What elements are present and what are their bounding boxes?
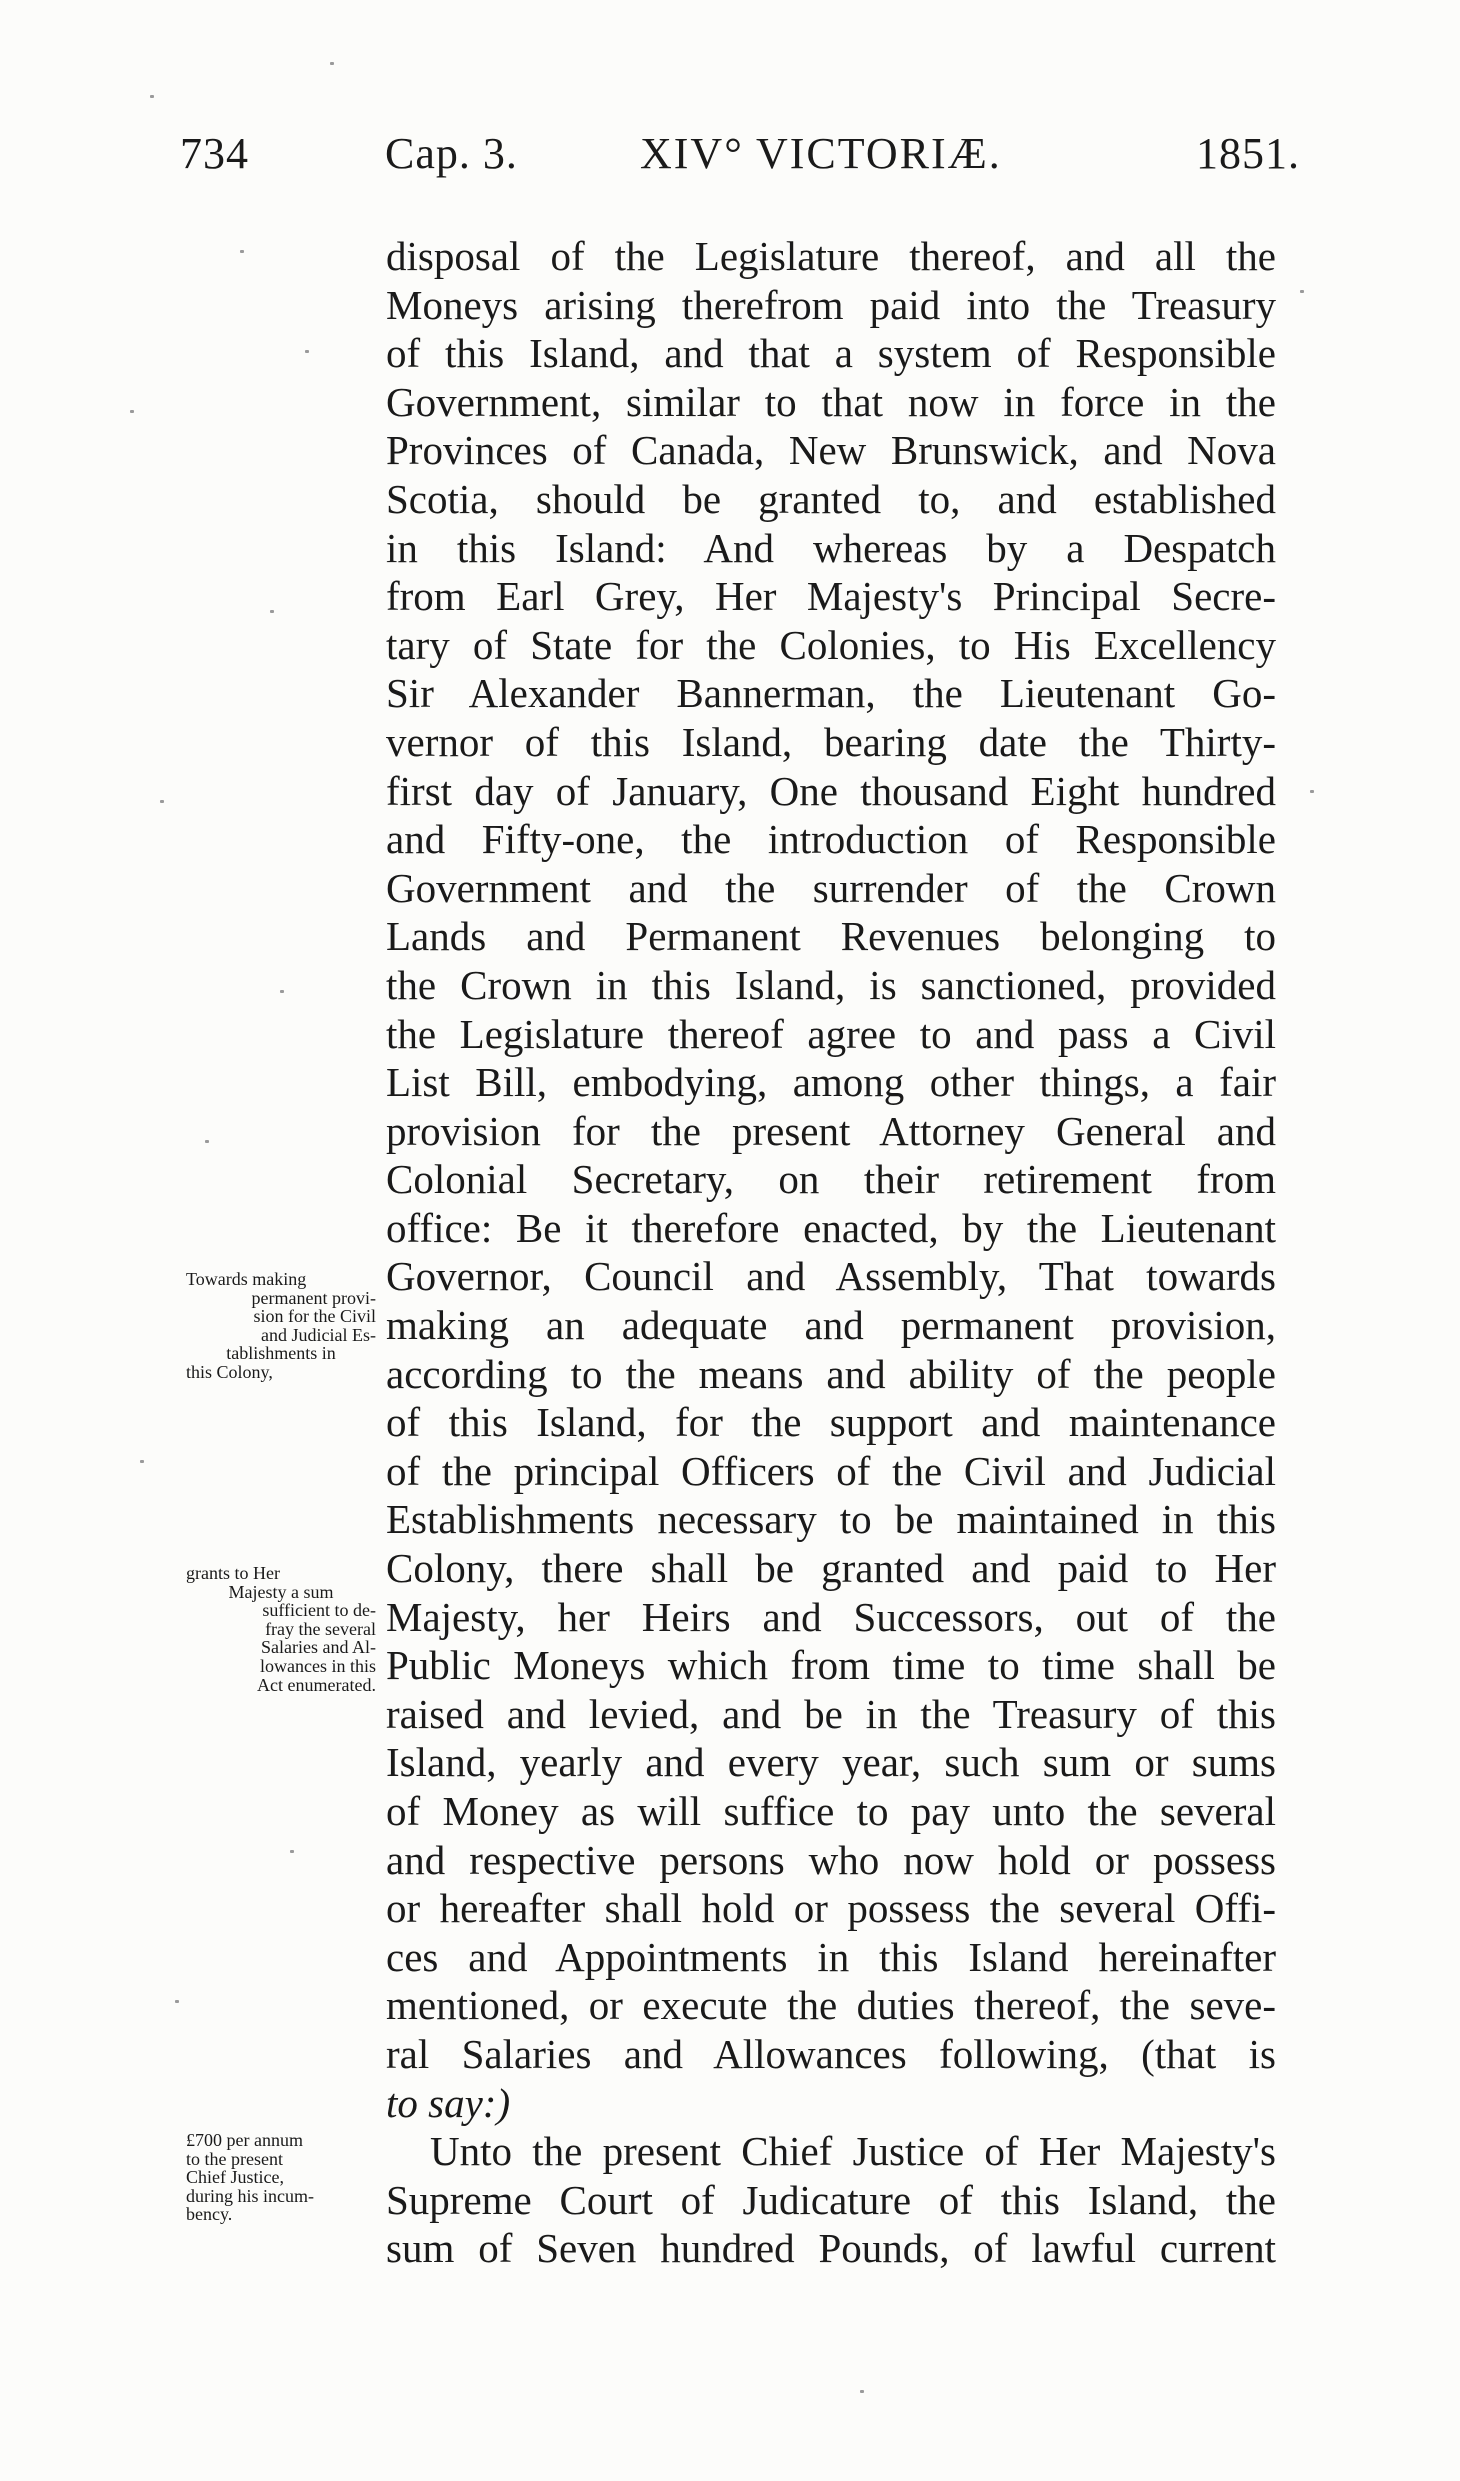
statute-body-text <box>386 232 1276 2273</box>
body-line: sum of Seven hundred Pounds, of lawful current <box>386 2225 1276 2272</box>
body-line: office: Be it therefore enacted, by the Lieutenant <box>386 1204 1276 1251</box>
body-line: Government and the surrender of the Crown <box>386 864 1276 911</box>
marginal-note-line: lowances in this <box>260 1655 376 1676</box>
body-line: of this Island, and that a system of Responsible <box>386 330 1276 377</box>
marginal-note-civil-establishments <box>186 1270 376 1382</box>
body-line: Island, yearly and every year, such sum or sums <box>386 1739 1276 1786</box>
marginal-note-line: bency. <box>186 2204 233 2225</box>
body-line: mentioned, or execute the duties thereof, the seve- <box>386 1982 1276 2029</box>
body-line: according to the means and ability of the people <box>386 1350 1276 1397</box>
body-line: Colony, there shall be granted and paid to Her <box>386 1545 1276 1592</box>
scan-speck <box>240 250 244 253</box>
body-line: Sir Alexander Bannerman, the Lieutenant Go- <box>386 670 1276 717</box>
marginal-note-line: Act enumerated. <box>257 1674 376 1695</box>
page-number: 734 <box>180 129 249 178</box>
marginal-note-line: grants to Her <box>186 1563 280 1583</box>
marginal-note-line: Majesty a sum <box>228 1581 334 1602</box>
scan-speck <box>860 2390 864 2393</box>
body-line: List Bill, embodying, among other things, a fair <box>386 1059 1276 1106</box>
body-line: Unto the present Chief Justice of Her Majesty's <box>430 2128 1276 2175</box>
marginal-note-line: fray the several <box>265 1618 376 1639</box>
marginal-note-grants-to-her-majesty <box>186 1564 376 1694</box>
body-line: Public Moneys which from time to time shall be <box>386 1642 1276 1689</box>
body-line: of Money as will suffice to pay unto the several <box>386 1788 1276 1834</box>
body-line: vernor of this Island, bearing date the Thirty- <box>386 718 1276 765</box>
body-line: Establishments necessary to be maintained in this <box>386 1496 1276 1543</box>
body-line: in this Island: And whereas by a Despatch <box>386 524 1276 571</box>
body-line: of this Island, for the support and maintenance <box>386 1399 1276 1446</box>
body-line: Colonial Secretary, on their retirement from <box>386 1156 1276 1203</box>
body-line: of the principal Officers of the Civil and Judicial <box>386 1447 1276 1494</box>
marginal-note-line: this Colony, <box>186 1361 273 1382</box>
statute-title: XIV° VICTORIÆ. <box>640 129 1002 178</box>
scan-speck <box>175 2000 179 2003</box>
body-line: Lands and Permanent Revenues belonging to <box>386 913 1276 960</box>
scan-speck <box>330 62 334 65</box>
marginal-note-line: Salaries and Al- <box>261 1637 376 1658</box>
body-line: disposal of the Legislature thereof, and all the <box>386 233 1276 279</box>
marginal-note-line: during his incum- <box>186 2185 314 2206</box>
marginal-note-line: and Judicial Es- <box>261 1324 376 1345</box>
marginal-note-line: Chief Justice, <box>186 2167 284 2188</box>
body-line: the Crown in this Island, is sanctioned, provided <box>386 961 1276 1008</box>
body-line: Scotia, should be granted to, and established <box>386 475 1276 522</box>
body-line: making an adequate and permanent provision, <box>386 1302 1276 1349</box>
body-line: Governor, Council and Assembly, That towards <box>386 1253 1276 1300</box>
body-line: the Legislature thereof agree to and pass a Civil <box>386 1010 1276 1057</box>
marginal-note-line: £700 per annum <box>186 2130 303 2150</box>
scan-speck <box>270 610 274 613</box>
body-line: and Fifty-one, the introduction of Responsible <box>386 816 1276 863</box>
body-line: from Earl Grey, Her Majesty's Principal Secre- <box>386 573 1276 620</box>
marginal-note-chief-justice <box>186 2131 376 2224</box>
marginal-note-line: to the present <box>186 2148 283 2169</box>
chapter-label: Cap. 3. <box>385 129 518 178</box>
body-line: to say:) <box>386 2079 511 2126</box>
body-line: ces and Appointments in this Island hereinafter <box>386 1933 1276 1980</box>
marginal-note-line: tablishments in <box>226 1343 336 1364</box>
body-line: and respective persons who now hold or possess <box>386 1836 1276 1883</box>
body-line: or hereafter shall hold or possess the several Offi- <box>386 1885 1276 1932</box>
body-line: Supreme Court of Judicature of this Island, the <box>386 2176 1276 2223</box>
marginal-note-line: Towards making <box>186 1269 307 1289</box>
scan-speck <box>1300 290 1304 293</box>
scan-speck <box>160 800 164 803</box>
year-label: 1851. <box>1196 129 1300 178</box>
scan-speck <box>140 1460 144 1463</box>
scan-speck <box>305 350 309 353</box>
body-line: ral Salaries and Allowances following, (that is <box>386 2030 1276 2077</box>
body-line: Provinces of Canada, New Brunswick, and Nova <box>386 427 1276 474</box>
scan-speck <box>150 95 154 98</box>
body-line: Majesty, her Heirs and Successors, out of the <box>386 1593 1276 1640</box>
marginal-note-line: permanent provi- <box>251 1287 376 1308</box>
scan-speck <box>205 1140 209 1143</box>
body-line: provision for the present Attorney General and <box>386 1107 1276 1154</box>
body-line: first day of January, One thousand Eight hundred <box>386 767 1276 814</box>
scan-speck <box>280 990 284 993</box>
scan-speck <box>290 1850 294 1853</box>
body-line: Government, similar to that now in force in the <box>386 378 1276 425</box>
marginal-note-line: sion for the Civil <box>253 1306 376 1327</box>
scan-speck <box>130 410 134 413</box>
body-line: tary of State for the Colonies, to His Excellency <box>386 621 1276 668</box>
body-line: raised and levied, and be in the Treasury of this <box>386 1690 1276 1737</box>
body-line: Moneys arising therefrom paid into the Treasury <box>386 281 1276 328</box>
marginal-note-line: sufficient to de- <box>262 1600 376 1621</box>
scan-speck <box>1310 790 1314 793</box>
running-head <box>180 128 1300 188</box>
